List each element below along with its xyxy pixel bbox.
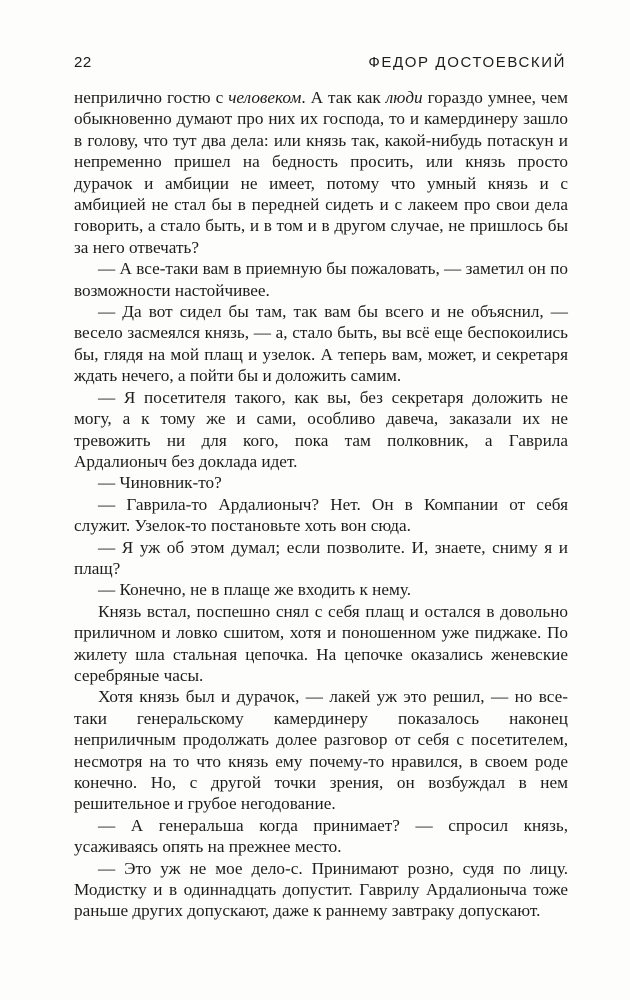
paragraph xyxy=(74,494,568,537)
text-segment: — Я посетителя такого, как вы, без секретаря доложить не могу, а к тому же и сами, особливо давеча, заказали их не тревожить ни для кого, пока там полковник, а Гаврила Ардалионыч без доклада идет. xyxy=(74,387,568,471)
text-segment: — Конечно, не в плаще же входить к нему. xyxy=(98,580,412,600)
text-segment: — А все-таки вам в приемную бы пожаловать, — заметил он по возможности настойчивее. xyxy=(74,259,568,300)
text-segment: — Да вот сидел бы там, так вам бы всего и не объяснил, — весело засмеялся князь, — а, стало быть, вы всё еще беспокоились бы, глядя на мой плащ и узелок. А теперь вам, может, и секретаря ждать нечего, а пойти бы и доложить самим. xyxy=(74,302,568,386)
paragraph xyxy=(74,301,568,387)
text-segment: — А генеральша когда принимает? — спросил князь, усаживаясь опять на прежнее место. xyxy=(74,815,568,857)
italic-text: человеком xyxy=(228,88,302,107)
paragraph xyxy=(74,87,568,258)
paragraph xyxy=(74,601,568,687)
paragraph xyxy=(74,387,568,473)
text-segment: гораздо умнее, чем обыкновенно думают про них их господа, то и камердинеру зашло в голову, что тут два дела: или князь так, какой-нибудь потаскун и непременно пришел на бедность просить, или князь просто дурачок и амбиции не имеет, потому что умный князь и с амбицией не стал бы в передней сидеть и с лакеем про свои дела говорить, а стало быть, и в том и в другом случае, не пришлось бы за него отвечать? xyxy=(74,88,569,257)
paragraph xyxy=(74,579,568,600)
page-number: 22 xyxy=(74,54,92,71)
text-segment: Хотя князь был и дурачок, — лакей уж это решил, — но все-таки генеральскому камердинеру показалось наконец неприличным продолжать долее разговор от себя с посетителем, несмотря на то что князь ему почему-то нравился, в своем роде конечно. Но, с другой точки зрения, он возбуждал в нем решительное и грубое негодование. xyxy=(74,687,568,814)
paragraph xyxy=(74,858,568,922)
paragraph xyxy=(74,472,568,493)
text-segment: — Чиновник-то? xyxy=(98,473,222,493)
text-segment: Князь встал, поспешно снял с себя плащ и остался в довольно приличном и ловко сшитом, хотя и поношенном уже пиджаке. По жилету шла стальная цепочка. На цепочке оказались женевские серебряные часы. xyxy=(74,601,568,685)
body-text xyxy=(74,87,568,922)
italic-text: люди xyxy=(385,88,423,107)
text-segment: . А так как xyxy=(301,88,386,107)
running-title: ФЕДОР ДОСТОЕВСКИЙ xyxy=(368,54,566,71)
text-segment: неприлично гостю с xyxy=(74,88,229,107)
paragraph xyxy=(74,537,568,580)
paragraph xyxy=(74,686,568,814)
text-segment: — Это уж не мое дело-с. Принимают розно, судя по лицу. Модистку и в одиннадцать допустит. Гаврилу Ардалионыча тоже раньше других допускают, даже к раннему завтраку допускают. xyxy=(74,858,568,921)
paragraph xyxy=(74,815,568,858)
text-segment: — Гаврила-то Ардалионыч? Нет. Он в Компании от себя служит. Узелок-то постановьте хоть вон сюда. xyxy=(74,494,568,536)
paragraph xyxy=(74,258,568,301)
text-segment: — Я уж об этом думал; если позволите. И, знаете, сниму я и плащ? xyxy=(74,537,568,578)
